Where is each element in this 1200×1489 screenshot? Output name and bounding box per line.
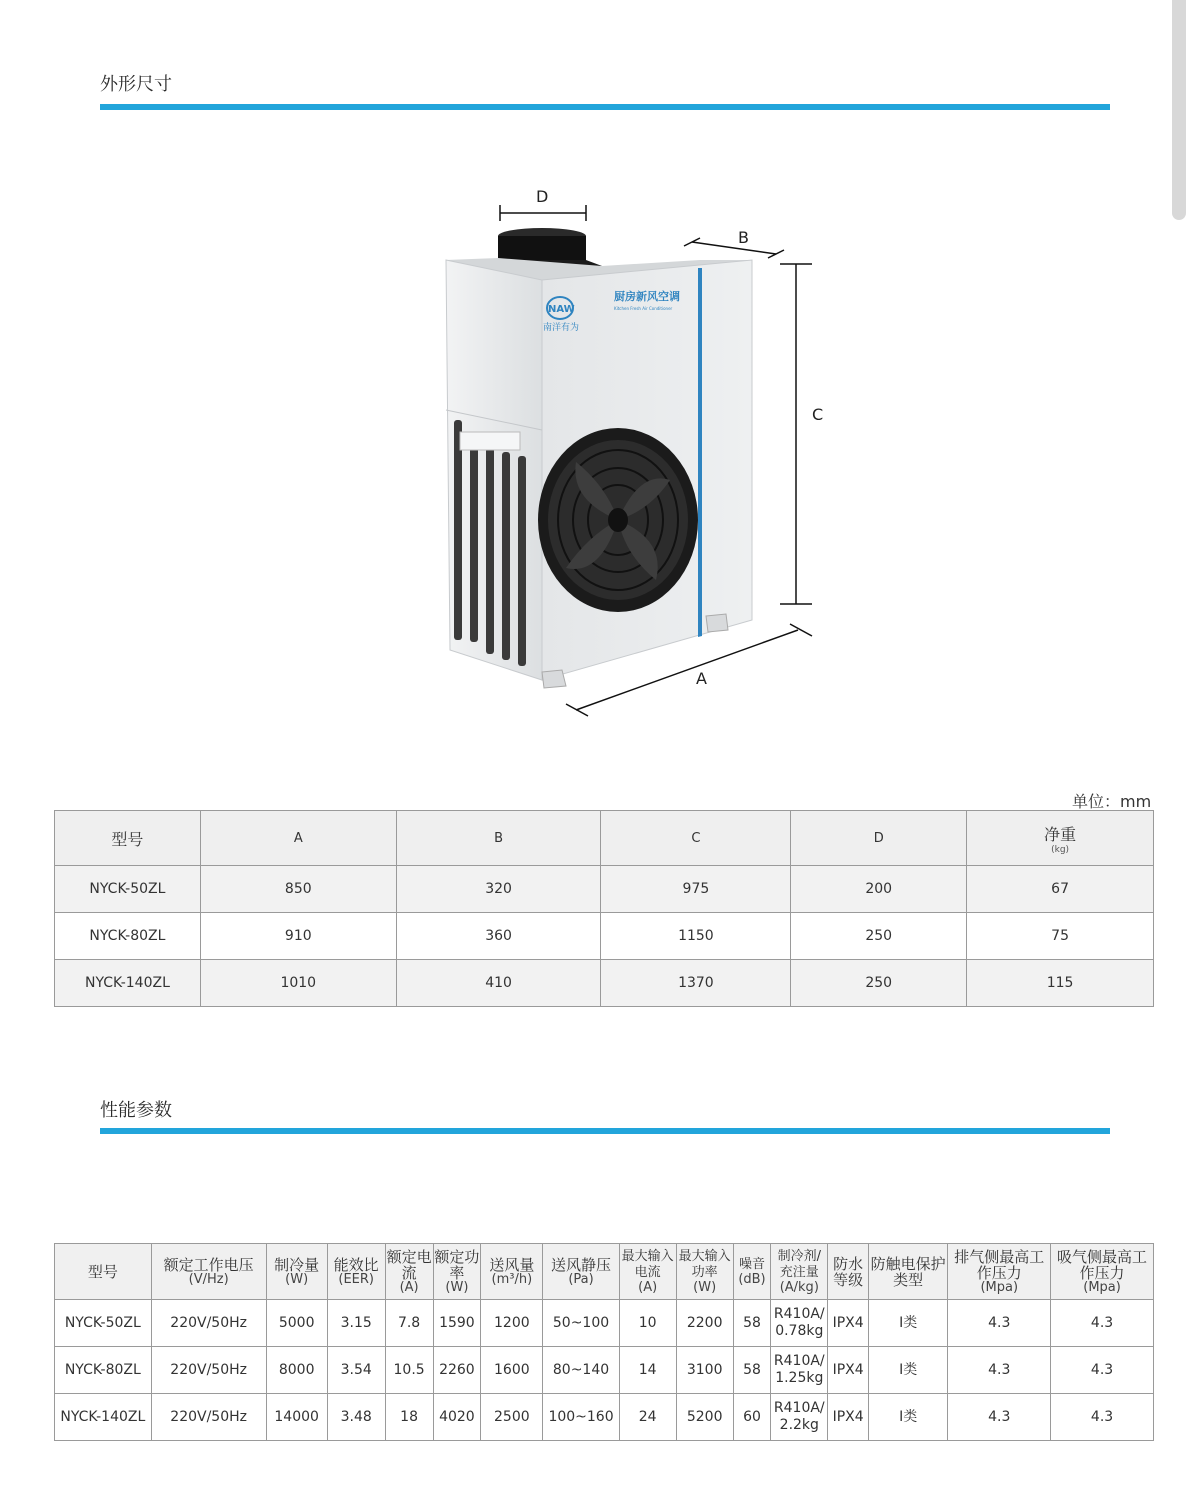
header-cell — [868, 1244, 947, 1300]
table-header-row — [55, 1244, 1154, 1300]
table-cell: 10 — [619, 1300, 676, 1347]
header-cell — [55, 1244, 152, 1300]
header-unit: (A) — [399, 1279, 419, 1295]
header-label: 额定工作电压 — [163, 1255, 254, 1274]
table-cell: 10.5 — [385, 1347, 433, 1394]
dimensions-table — [54, 810, 1154, 1007]
table-cell: 220V/50Hz — [151, 1300, 266, 1347]
header-cell — [385, 1244, 433, 1300]
header-unit: (V/Hz) — [188, 1271, 229, 1287]
dimension-label-a: A — [696, 669, 707, 688]
table-cell: 3.54 — [327, 1347, 385, 1394]
table-cell: 410 — [396, 960, 601, 1007]
section-divider — [100, 104, 1110, 110]
header-label: 最大输入功率 — [678, 1248, 731, 1280]
table-cell: 58 — [733, 1300, 771, 1347]
table-cell: 220V/50Hz — [151, 1347, 266, 1394]
table-cell: 8000 — [266, 1347, 327, 1394]
section-title-performance: 性能参数 — [100, 1100, 172, 1121]
header-cell — [266, 1244, 327, 1300]
header-cell — [543, 1244, 619, 1300]
header-label: 额定电流 — [386, 1247, 432, 1282]
table-cell: 200 — [791, 866, 967, 913]
table-cell: 975 — [601, 866, 791, 913]
table-cell: 115 — [967, 960, 1154, 1007]
header-label: 制冷量 — [274, 1255, 320, 1274]
table-cell: 58 — [733, 1347, 771, 1394]
table-cell: IPX4 — [828, 1300, 869, 1347]
table-cell: R410A/ 2.2kg — [771, 1394, 828, 1441]
header-cell — [327, 1244, 385, 1300]
table-cell: R410A/ 1.25kg — [771, 1347, 828, 1394]
header-unit: (A) — [638, 1279, 658, 1295]
table-cell: 1600 — [481, 1347, 543, 1394]
scrollbar[interactable] — [1172, 0, 1186, 220]
header-unit: (EER) — [338, 1271, 374, 1287]
air-conditioner-diagram — [430, 180, 850, 720]
table-header-row — [55, 811, 1154, 866]
table-cell: NYCK-50ZL — [55, 1300, 152, 1347]
table-cell: 250 — [791, 913, 967, 960]
section-title-dimensions: 外形尺寸 — [100, 74, 172, 95]
table-cell: 3100 — [676, 1347, 733, 1394]
table-cell: NYCK-140ZL — [55, 960, 201, 1007]
table-cell: 60 — [733, 1394, 771, 1441]
header-unit: (Pa) — [568, 1271, 594, 1287]
header-unit: (W) — [285, 1271, 309, 1287]
table-cell: 850 — [200, 866, 396, 913]
section-divider — [100, 1128, 1110, 1134]
product-illustration — [430, 180, 850, 720]
header-label: 最大输入电流 — [621, 1248, 674, 1280]
table-cell: NYCK-50ZL — [55, 866, 201, 913]
table-cell: 1010 — [200, 960, 396, 1007]
header-label: 额定功率 — [434, 1247, 480, 1282]
header-cell — [619, 1244, 676, 1300]
header-label: 能效比 — [333, 1255, 379, 1274]
table-cell: 1370 — [601, 960, 791, 1007]
performance-table — [54, 1243, 1154, 1441]
header-label: 送风量 — [489, 1255, 535, 1274]
header-unit: (Mpa) — [1083, 1279, 1121, 1295]
header-label: 防水等级 — [833, 1254, 864, 1289]
header-label: 制冷剂/充注量 — [777, 1248, 821, 1280]
table-cell: NYCK-140ZL — [55, 1394, 152, 1441]
header-c: C — [601, 811, 791, 866]
header-unit: (W) — [693, 1279, 717, 1295]
table-row — [55, 866, 1154, 913]
header-cell — [1051, 1244, 1154, 1300]
header-label: 吸气侧最高工作压力 — [1057, 1247, 1148, 1282]
header-label: 型号 — [87, 1262, 118, 1281]
header-cell — [151, 1244, 266, 1300]
header-d: D — [791, 811, 967, 866]
dimension-label-b: B — [738, 228, 749, 247]
header-label: 送风静压 — [551, 1255, 612, 1274]
table-cell: 2500 — [481, 1394, 543, 1441]
header-cell — [948, 1244, 1051, 1300]
table-cell: 5000 — [266, 1300, 327, 1347]
table-cell: 24 — [619, 1394, 676, 1441]
table-cell: 80~140 — [543, 1347, 619, 1394]
table-cell: 1150 — [601, 913, 791, 960]
brand-name: 南洋有为 — [543, 323, 580, 333]
table-cell: NYCK-80ZL — [55, 1347, 152, 1394]
header-label: 噪音 — [738, 1256, 765, 1272]
header-cell — [771, 1244, 828, 1300]
table-row — [55, 913, 1154, 960]
table-cell: I类 — [868, 1394, 947, 1441]
table-cell: 2200 — [676, 1300, 733, 1347]
header-label: 防触电保护类型 — [870, 1254, 946, 1289]
table-cell: NYCK-80ZL — [55, 913, 201, 960]
table-cell: 320 — [396, 866, 601, 913]
header-cell — [676, 1244, 733, 1300]
table-row — [55, 1300, 1154, 1347]
dimension-label-d: D — [536, 187, 549, 206]
header-weight-label: 净重 — [1044, 824, 1077, 844]
header-cell — [733, 1244, 771, 1300]
header-label: 排气侧最高工作压力 — [954, 1247, 1045, 1282]
table-cell: 5200 — [676, 1394, 733, 1441]
table-cell: 4.3 — [948, 1300, 1051, 1347]
table-cell: 4.3 — [1051, 1394, 1154, 1441]
table-cell: 4.3 — [1051, 1300, 1154, 1347]
table-cell: IPX4 — [828, 1394, 869, 1441]
header-unit: (m³/h) — [491, 1271, 533, 1287]
table-cell: I类 — [868, 1300, 947, 1347]
header-unit: (dB) — [738, 1271, 766, 1287]
table-cell: 4020 — [433, 1394, 481, 1441]
table-cell: 14000 — [266, 1394, 327, 1441]
header-unit: (Mpa) — [980, 1279, 1019, 1295]
table-row — [55, 1394, 1154, 1441]
table-cell: 2260 — [433, 1347, 481, 1394]
table-row — [55, 960, 1154, 1007]
table-cell: IPX4 — [828, 1347, 869, 1394]
dimension-label-c: C — [812, 405, 824, 424]
header-cell — [481, 1244, 543, 1300]
header-cell — [433, 1244, 481, 1300]
table-cell: 4.3 — [948, 1394, 1051, 1441]
table-cell: R410A/ 0.78kg — [771, 1300, 828, 1347]
product-caption: 厨房新风空调 — [614, 290, 680, 303]
table-cell: 4.3 — [948, 1347, 1051, 1394]
header-weight — [967, 811, 1154, 866]
unit-label: 单位：mm — [1072, 792, 1152, 811]
table-cell: 910 — [200, 913, 396, 960]
header-weight-unit: (kg) — [1051, 844, 1070, 855]
table-cell: 3.48 — [327, 1394, 385, 1441]
header-unit: (W) — [445, 1279, 469, 1295]
brand-logo: NAW — [548, 304, 575, 315]
table-cell: 100~160 — [543, 1394, 619, 1441]
table-cell: 18 — [385, 1394, 433, 1441]
table-cell: 1590 — [433, 1300, 481, 1347]
table-cell: 50~100 — [543, 1300, 619, 1347]
table-cell: 7.8 — [385, 1300, 433, 1347]
table-cell: 250 — [791, 960, 967, 1007]
table-cell: 4.3 — [1051, 1347, 1154, 1394]
table-cell: 1200 — [481, 1300, 543, 1347]
header-b: B — [396, 811, 601, 866]
table-row — [55, 1347, 1154, 1394]
header-cell — [828, 1244, 869, 1300]
header-unit: (A/kg) — [779, 1279, 819, 1295]
product-caption-en: Kitchen Fresh Air Conditioner — [614, 306, 673, 311]
header-a: A — [200, 811, 396, 866]
header-model: 型号 — [55, 811, 201, 866]
table-cell: 67 — [967, 866, 1154, 913]
table-cell: 360 — [396, 913, 601, 960]
table-cell: 3.15 — [327, 1300, 385, 1347]
table-cell: 14 — [619, 1347, 676, 1394]
table-cell: 75 — [967, 913, 1154, 960]
table-cell: 220V/50Hz — [151, 1394, 266, 1441]
table-cell: I类 — [868, 1347, 947, 1394]
